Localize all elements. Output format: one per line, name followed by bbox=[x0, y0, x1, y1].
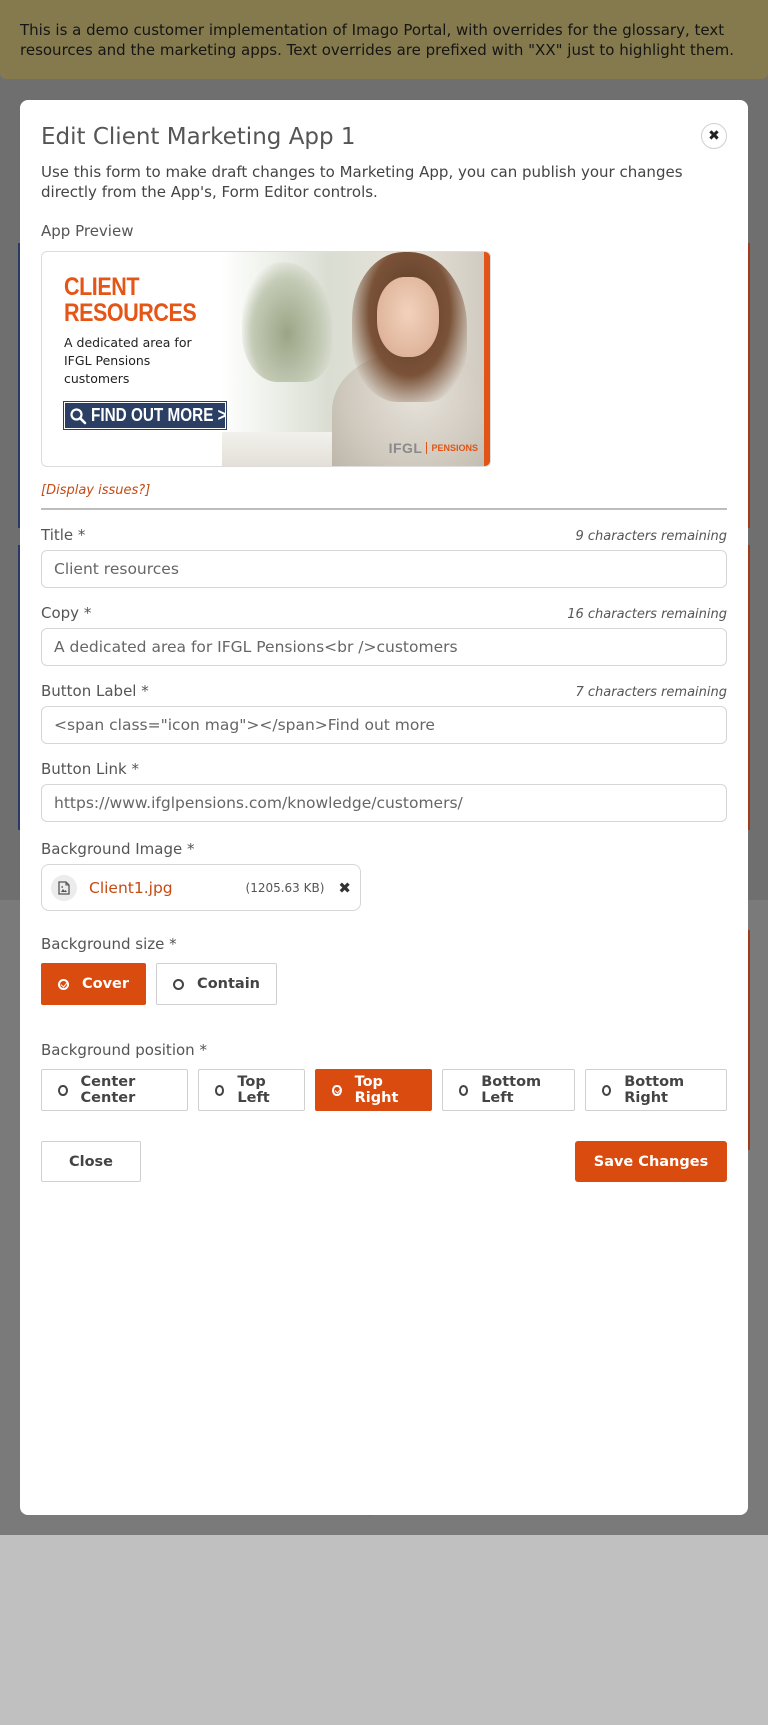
edit-app-modal bbox=[20, 100, 748, 1515]
radio-empty-icon bbox=[215, 1085, 224, 1096]
modal-title: Edit Client Marketing App 1 bbox=[41, 124, 356, 150]
magnifier-icon bbox=[69, 407, 87, 425]
option-center-center[interactable]: Center Center bbox=[41, 1069, 188, 1111]
radio-empty-icon bbox=[602, 1085, 612, 1096]
preview-copy: A dedicated area for IFGL Pensions customers bbox=[64, 335, 192, 386]
close-button[interactable]: Close bbox=[41, 1141, 141, 1182]
button-label-remaining: 7 characters remaining bbox=[575, 685, 727, 700]
option-top-left[interactable]: Top Left bbox=[198, 1069, 305, 1111]
copy-remaining: 16 characters remaining bbox=[567, 607, 727, 622]
display-issues-link[interactable]: [Display issues?] bbox=[41, 483, 151, 498]
file-size: (1205.63 KB) bbox=[245, 880, 325, 895]
demo-notice-banner bbox=[0, 0, 768, 79]
title-label: Title * bbox=[41, 526, 86, 544]
file-name-link[interactable]: Client1.jpg bbox=[89, 878, 173, 897]
file-attachment bbox=[41, 864, 361, 911]
option-cover[interactable]: Cover bbox=[41, 963, 146, 1005]
radio-checked-icon bbox=[58, 979, 69, 990]
background-image-field bbox=[41, 840, 727, 911]
button-link-field bbox=[41, 760, 727, 822]
title-remaining: 9 characters remaining bbox=[575, 529, 727, 544]
save-changes-button[interactable]: Save Changes bbox=[575, 1141, 727, 1182]
preview-accent-bar bbox=[484, 252, 490, 467]
background-position-label: Background position * bbox=[41, 1041, 207, 1059]
close-icon[interactable]: ✖ bbox=[701, 123, 727, 149]
background-position-options bbox=[41, 1069, 727, 1111]
copy-field bbox=[41, 604, 727, 666]
title-field bbox=[41, 526, 727, 588]
divider bbox=[41, 508, 727, 510]
option-contain[interactable]: Contain bbox=[156, 963, 277, 1005]
preview-cta-button: FIND OUT MORE > bbox=[64, 402, 226, 429]
app-preview-label: App Preview bbox=[41, 222, 134, 240]
title-input[interactable]: Client resources bbox=[41, 550, 727, 588]
button-label-label: Button Label * bbox=[41, 682, 149, 700]
radio-empty-icon bbox=[58, 1085, 68, 1096]
preview-background-photo bbox=[222, 252, 488, 467]
button-link-label: Button Link * bbox=[41, 760, 139, 778]
modal-actions bbox=[41, 1141, 727, 1182]
copy-input[interactable]: A dedicated area for IFGL Pensions<br />customers bbox=[41, 628, 727, 666]
option-top-right[interactable]: Top Right bbox=[315, 1069, 432, 1111]
background-card-edge bbox=[748, 243, 750, 528]
radio-checked-icon bbox=[332, 1085, 341, 1096]
background-size-label: Background size * bbox=[41, 935, 177, 953]
background-size-field bbox=[41, 935, 727, 1005]
preview-logo: IFGL PENSIONS bbox=[388, 440, 478, 456]
button-label-input[interactable]: <span class="icon mag"></span>Find out more bbox=[41, 706, 727, 744]
background-card-edge bbox=[748, 930, 750, 1150]
option-bottom-right[interactable]: Bottom Right bbox=[585, 1069, 727, 1111]
copy-label: Copy * bbox=[41, 604, 92, 622]
app-preview bbox=[41, 251, 491, 467]
demo-notice-text: This is a demo customer implementation of Imago Portal, with overrides for the glossary, text resources and the marketing apps. Text overrides are prefixed with "XX" just to highlight them. bbox=[20, 21, 734, 59]
option-bottom-left[interactable]: Bottom Left bbox=[442, 1069, 575, 1111]
button-label-field bbox=[41, 682, 727, 744]
button-link-input[interactable]: https://www.ifglpensions.com/knowledge/customers/ bbox=[41, 784, 727, 822]
image-file-icon bbox=[51, 875, 77, 901]
preview-headline: CLIENT RESOURCES bbox=[64, 273, 197, 327]
background-image-label: Background Image * bbox=[41, 840, 195, 858]
modal-intro: Use this form to make draft changes to Marketing App, you can publish your changes directly from the App's, Form Editor controls. bbox=[41, 163, 683, 201]
radio-empty-icon bbox=[173, 979, 184, 990]
background-card-edge bbox=[748, 545, 750, 830]
radio-empty-icon bbox=[459, 1085, 469, 1096]
background-size-options bbox=[41, 963, 727, 1005]
background-position-field bbox=[41, 1041, 727, 1111]
remove-file-icon[interactable]: ✖ bbox=[338, 878, 351, 897]
